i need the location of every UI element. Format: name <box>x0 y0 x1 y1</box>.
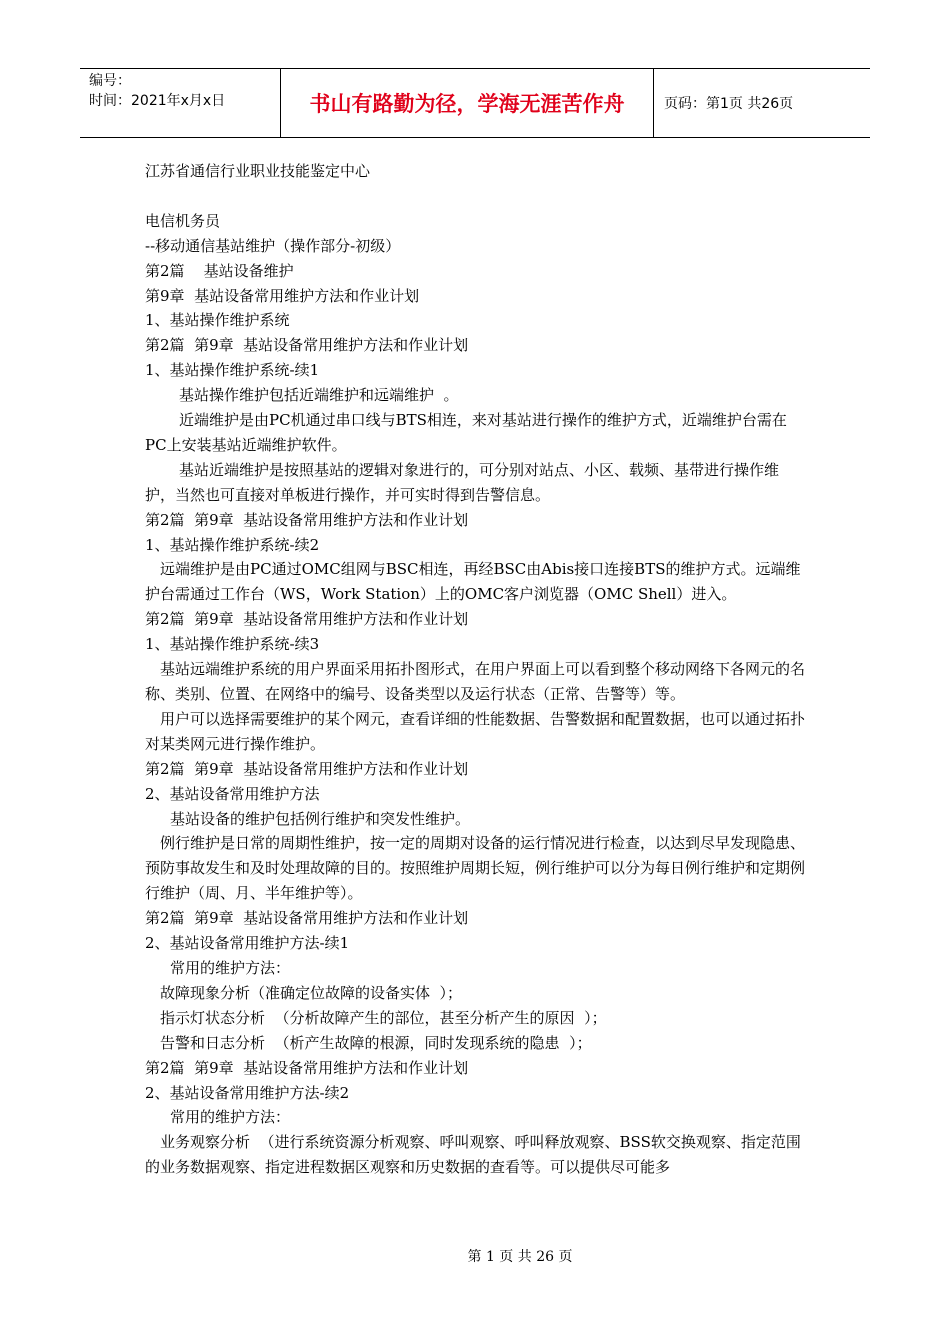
paragraph: 远端维护是由PC通过OMC组网与BSC相连，再经BSC由Abis接口连接BTS的维护方式。远端维护台需通过工作台（WS，Work Station）上的OMC客户浏览器（OMC Shell）进入。 <box>145 560 801 604</box>
page-header <box>80 68 870 138</box>
doc-subtitle: --移动通信基站维护（操作部分-初级） <box>145 236 401 255</box>
paragraph: 基站操作维护包括近端维护和远端维护 。 <box>179 386 459 405</box>
section-heading: 2、基站设备常用维护方法-续1 <box>145 934 350 953</box>
chapter-heading: 第2篇 第9章 基站设备常用维护方法和作业计划 <box>145 510 469 529</box>
blank-line <box>145 184 807 209</box>
list-item: 告警和日志分析 （析产生故障的根源，同时发现系统的隐患 ）； <box>160 1033 592 1052</box>
org-name: 江苏省通信行业职业技能鉴定中心 <box>145 162 371 180</box>
number-label: 编号： <box>89 73 131 89</box>
section-heading: 1、基站操作维护系统-续1 <box>145 361 320 380</box>
section-heading: 1、基站操作维护系统-续3 <box>145 635 320 654</box>
paragraph: 近端维护是由PC机通过串口线与BTS相连，来对基站进行操作的维护方式，近端维护台需在PC上安装基站近端维护软件。 <box>145 411 787 454</box>
section-heading: 2、基站设备常用维护方法-续2 <box>145 1083 350 1102</box>
paragraph: 业务观察分析 （进行系统资源分析观察、呼叫观察、呼叫释放观察、BSS软交换观察、指定范围的业务数据观察、指定进程数据区观察和历史数据的查看等。可以提供尽可能多 <box>145 1133 801 1177</box>
section-heading: 1、基站操作维护系统-续2 <box>145 535 320 554</box>
chapter-heading: 第2篇 第9章 基站设备常用维护方法和作业计划 <box>145 909 469 928</box>
chapter-heading: 第9章 基站设备常用维护方法和作业计划 <box>145 286 420 305</box>
chapter-heading: 第2篇 第9章 基站设备常用维护方法和作业计划 <box>145 610 469 629</box>
paragraph: 基站远端维护系统的用户界面采用拓扑图形式，在用户界面上可以看到整个移动网络下各网元的名称、类别、位置、在网络中的编号、设备类型以及运行状态（正常、告警等）等。 <box>145 660 806 704</box>
paragraph: 基站设备的维护包括例行维护和突发性维护。 <box>170 809 471 828</box>
page-footer: 第 1 页 共 26 页 <box>467 1249 573 1265</box>
part-heading: 第2篇 基站设备维护 <box>145 261 294 280</box>
header-meta <box>80 69 281 137</box>
list-item: 指示灯状态分析 （分析故障产生的部位，甚至分析产生的原因 ）； <box>160 1008 607 1027</box>
paragraph: 例行维护是日常的周期性维护，按一定的周期对设备的运行情况进行检查，以达到尽早发现隐患、预防事故发生和及时处理故障的目的。按照维护周期长短，例行维护可以分为每日例行维护和定期例行维护（周、月、半年维护等）。 <box>145 834 806 903</box>
section-heading: 2、基站设备常用维护方法 <box>145 784 320 803</box>
paragraph: 常用的维护方法： <box>170 1108 291 1127</box>
time-label: 时间：2021年x月x日 <box>89 93 226 109</box>
chapter-heading: 第2篇 第9章 基站设备常用维护方法和作业计划 <box>145 759 469 778</box>
header-motto: 书山有路勤为径，学海无涯苦作舟 <box>281 69 654 137</box>
document-body <box>145 159 807 1180</box>
list-item: 故障现象分析（准确定位故障的设备实体 ）； <box>160 983 463 1002</box>
section-heading: 1、基站操作维护系统 <box>145 311 290 330</box>
doc-title: 电信机务员 <box>145 211 221 230</box>
paragraph: 基站近端维护是按照基站的逻辑对象进行的，可分别对站点、小区、载频、基带进行操作维护，当然也可直接对单板进行操作，并可实时得到告警信息。 <box>145 460 780 504</box>
paragraph: 常用的维护方法： <box>170 958 291 977</box>
header-page-info: 页码：第1页 共26页 <box>664 96 794 112</box>
chapter-heading: 第2篇 第9章 基站设备常用维护方法和作业计划 <box>145 336 469 355</box>
chapter-heading: 第2篇 第9章 基站设备常用维护方法和作业计划 <box>145 1058 469 1077</box>
paragraph: 用户可以选择需要维护的某个网元，查看详细的性能数据、告警数据和配置数据，也可以通过拓扑对某类网元进行操作维护。 <box>145 709 806 753</box>
